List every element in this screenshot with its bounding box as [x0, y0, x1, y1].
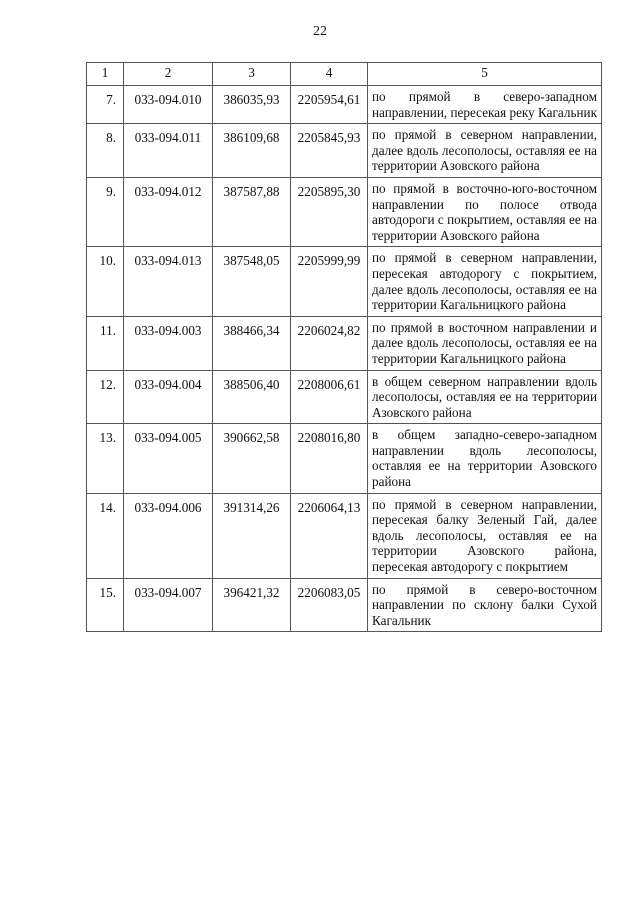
table-row	[87, 493, 602, 578]
coord-x: 390662,58	[213, 424, 291, 493]
point-code: 033-094.007	[124, 578, 213, 632]
row-number: 15.	[87, 578, 124, 632]
point-code: 033-094.006	[124, 493, 213, 578]
boundary-description: по прямой в восточно-юго-восточном направлении по полосе отвода автодороги с покрытием, оставляя ее на территории Азовского района	[368, 177, 602, 246]
coord-y: 2205954,61	[291, 86, 368, 124]
coord-x: 388506,40	[213, 370, 291, 424]
boundary-description: по прямой в северном направлении, пересекая автодорогу с покрытием, далее вдоль лесополосы, оставляя ее на территории Кагальницкого района	[368, 247, 602, 316]
column-header-4: 4	[291, 63, 368, 86]
row-number: 7.	[87, 86, 124, 124]
coord-x: 387548,05	[213, 247, 291, 316]
point-code: 033-094.003	[124, 316, 213, 370]
coord-y: 2206083,05	[291, 578, 368, 632]
point-code: 033-094.012	[124, 177, 213, 246]
point-code: 033-094.013	[124, 247, 213, 316]
point-code: 033-094.004	[124, 370, 213, 424]
page-number: 22	[313, 24, 327, 39]
boundary-description: по прямой в северном направлении, далее вдоль лесополосы, оставляя ее на территории Азовского района	[368, 124, 602, 178]
column-header-2: 2	[124, 63, 213, 86]
boundary-description: в общем северном направлении вдоль лесополосы, оставляя ее на территории Азовского района	[368, 370, 602, 424]
boundary-description: по прямой в восточном направлении и далее вдоль лесополосы, оставляя ее на территории Кагальницкого района	[368, 316, 602, 370]
point-code: 033-094.010	[124, 86, 213, 124]
boundary-description: по прямой в северном направлении, пересекая балку Зеленый Гай, далее вдоль лесополосы, оставляя ее на территории Азовского района, пересекая автодорогу с покрытием	[368, 493, 602, 578]
boundary-description: по прямой в северо-восточном направлении по склону балки Сухой Кагальник	[368, 578, 602, 632]
coord-y: 2208016,80	[291, 424, 368, 493]
row-number: 11.	[87, 316, 124, 370]
boundary-description: в общем западно-северо-западном направлении вдоль лесополосы, оставляя ее на территории Азовского района	[368, 424, 602, 493]
column-header-3: 3	[213, 63, 291, 86]
row-number: 10.	[87, 247, 124, 316]
coord-y: 2208006,61	[291, 370, 368, 424]
table-row	[87, 316, 602, 370]
coord-y: 2205999,99	[291, 247, 368, 316]
table-header-row	[87, 63, 602, 86]
column-header-5: 5	[368, 63, 602, 86]
table-row	[87, 578, 602, 632]
boundary-description: по прямой в северо-западном направлении, пересекая реку Кагальник	[368, 86, 602, 124]
boundary-table	[86, 62, 602, 632]
row-number: 13.	[87, 424, 124, 493]
table-row	[87, 370, 602, 424]
row-number: 12.	[87, 370, 124, 424]
point-code: 033-094.005	[124, 424, 213, 493]
coord-x: 396421,32	[213, 578, 291, 632]
row-number: 9.	[87, 177, 124, 246]
coord-y: 2206024,82	[291, 316, 368, 370]
table-row	[87, 424, 602, 493]
table-row	[87, 177, 602, 246]
coord-y: 2206064,13	[291, 493, 368, 578]
coord-x: 391314,26	[213, 493, 291, 578]
coord-x: 388466,34	[213, 316, 291, 370]
table-row	[87, 86, 602, 124]
point-code: 033-094.011	[124, 124, 213, 178]
coord-y: 2205895,30	[291, 177, 368, 246]
column-header-1: 1	[87, 63, 124, 86]
table-row	[87, 124, 602, 178]
table-row	[87, 247, 602, 316]
coord-x: 386035,93	[213, 86, 291, 124]
row-number: 8.	[87, 124, 124, 178]
coord-x: 386109,68	[213, 124, 291, 178]
coord-y: 2205845,93	[291, 124, 368, 178]
coord-x: 387587,88	[213, 177, 291, 246]
row-number: 14.	[87, 493, 124, 578]
